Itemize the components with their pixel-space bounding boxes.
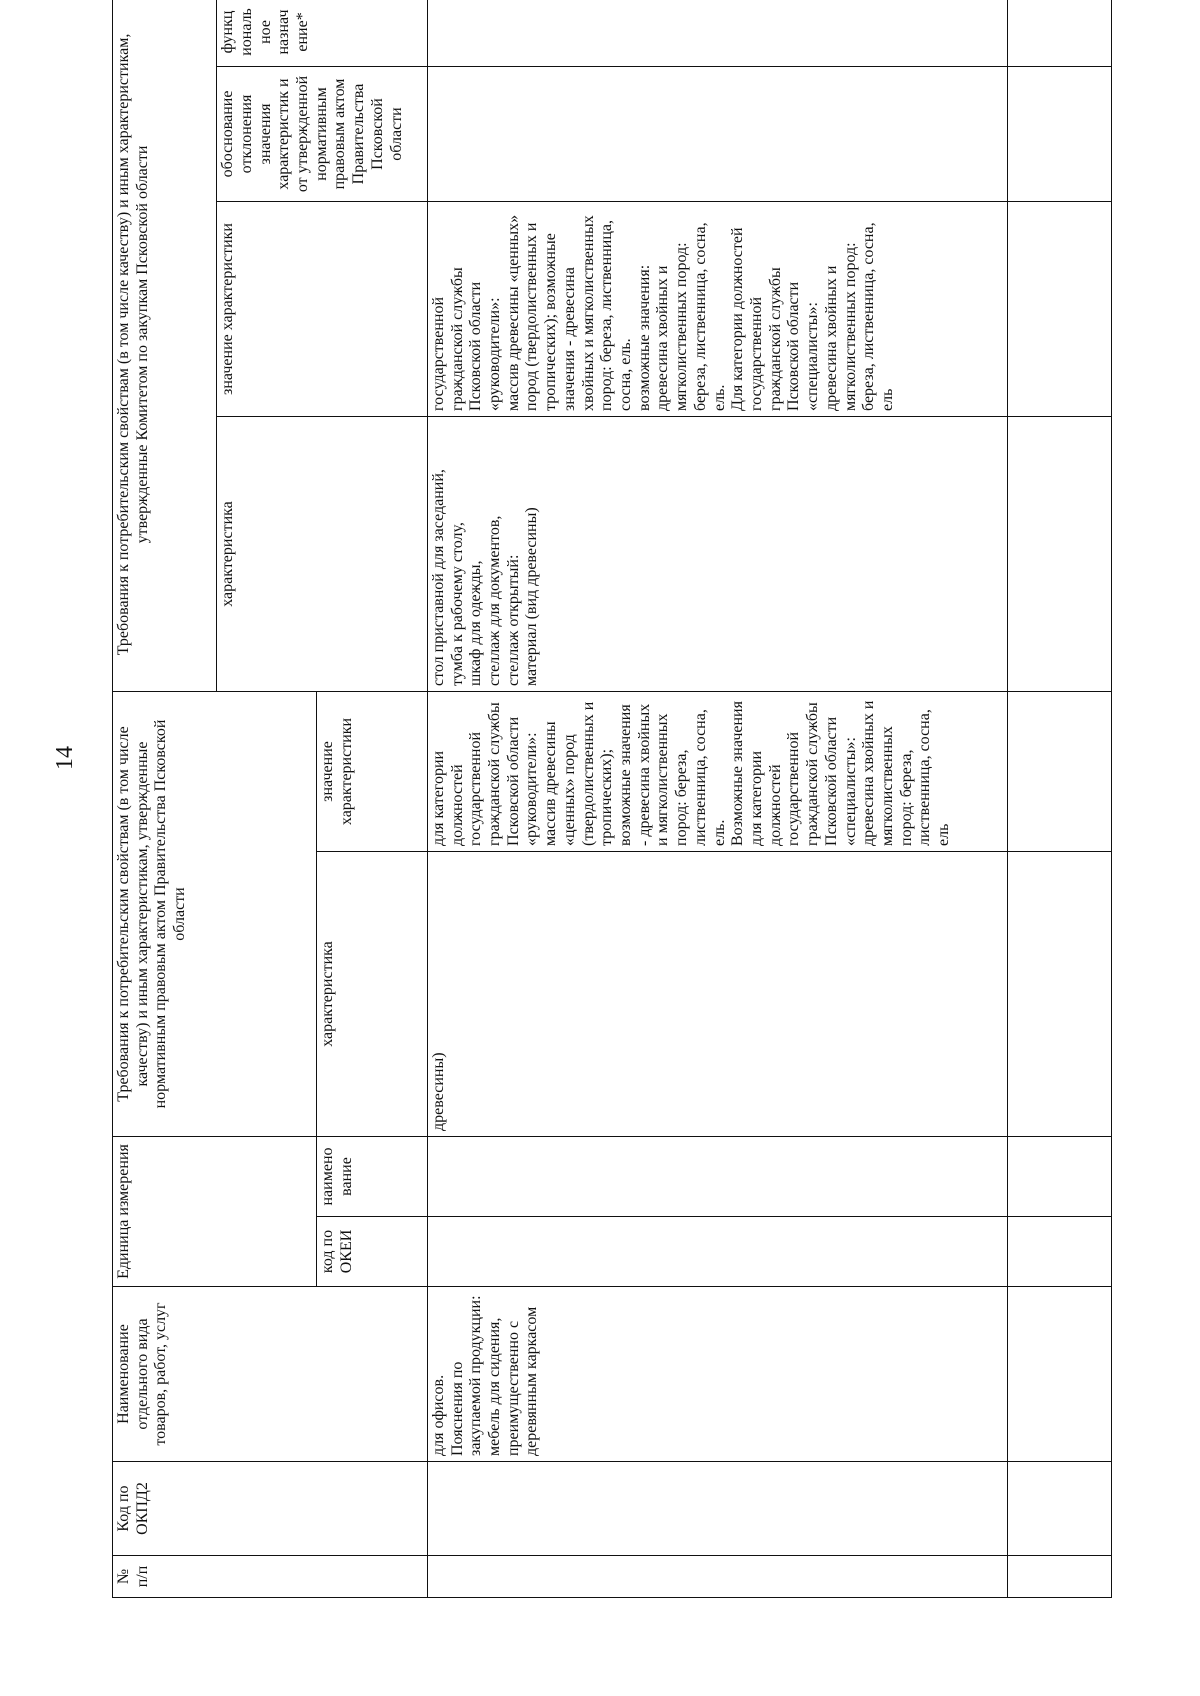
blank-cell	[1007, 1217, 1111, 1287]
header-unit-code: код по ОКЕИ	[316, 1217, 427, 1287]
header-committee-reason: обоснование отклонения значения характеристик и от утвержденной нормативным правовым актом Правительства Псковской области	[217, 66, 428, 201]
cell-gov-value: для категории должностей государственной гражданской службы Псковской области «руководители»: массив древесины «ценных» пород (твердолиственных и тропических); возможные значения - древесина хвойных и мягколиственных пород: береза, лиственница, сосна, ель. Возможные значения для категории должностей государственной гражданской службы Псковской области «специалисты»: древесина хвойных и мягколиственных пород: береза, лиственница, сосна, ель	[427, 691, 1007, 851]
cell-okpd2	[427, 1462, 1007, 1556]
header-unit-group: Единица измерения	[113, 1136, 317, 1286]
cell-num	[427, 1556, 1007, 1598]
blank-cell	[1007, 416, 1111, 691]
blank-cell	[1007, 1136, 1111, 1216]
cell-committee-value: государственной гражданской службы Псковской области «руководители»: массив древесины «ценных» пород (твердолиственных и тропических); возможные значения - древесина хвойных и мягколиственных пород: береза, лиственница, сосна, ель. возможные значения: древесина хвойных и мягколиственных пород: береза, лиственница, сосна, ель. Для категории должностей государственной гражданской службы Псковской области «специалисты»: древесина хвойных и мягколиственных пород: береза, лиственница, сосна, ель	[427, 201, 1007, 416]
header-unit-name: наимено вание	[316, 1136, 427, 1216]
header-gov-characteristic: характеристика	[316, 851, 427, 1136]
header-gov-value: значение характеристики	[316, 691, 427, 851]
cell-committee-reason	[427, 66, 1007, 201]
blank-cell	[1007, 1556, 1111, 1598]
page-number: 14	[52, 746, 78, 770]
header-row-1	[113, 0, 217, 1598]
header-committee-group: Требования к потребительским свойствам (в том числе качеству) и иным характеристикам, утвержденные Комитетом по закупкам Псковской области	[113, 0, 217, 691]
blank-cell	[1007, 201, 1111, 416]
header-committee-characteristic: характеристика	[217, 416, 428, 691]
header-name: Наименование отдельного вида товаров, работ, услуг	[113, 1287, 428, 1462]
requirements-table	[112, 0, 1112, 1598]
header-committee-purpose: функц иональ ное назнач ение*	[217, 0, 428, 66]
header-committee-value: значение характеристики	[217, 201, 428, 416]
blank-cell	[1007, 1462, 1111, 1556]
header-okpd2: Код по ОКПД2	[113, 1462, 428, 1556]
cell-committee-purpose	[427, 0, 1007, 66]
cell-gov-characteristic: древесины)	[427, 851, 1007, 1136]
cell-committee-characteristic: стол приставной для заседаний, тумба к рабочему столу, шкаф для одежды, стеллаж для документов, стеллаж открытый: материал (вид древесины)	[427, 416, 1007, 691]
rotated-table-wrapper	[112, 0, 1112, 1598]
cell-unit-name	[427, 1136, 1007, 1216]
blank-cell	[1007, 66, 1111, 201]
blank-cell	[1007, 0, 1111, 66]
cell-unit-code	[427, 1217, 1007, 1287]
table-row-blank	[1007, 0, 1111, 1598]
blank-cell	[1007, 851, 1111, 1136]
header-gov-group: Требования к потребительским свойствам (в том числе качеству) и иным характеристикам, утвержденные нормативным правовым актом Правительства Псковской области	[113, 691, 317, 1136]
blank-cell	[1007, 691, 1111, 851]
blank-cell	[1007, 1287, 1111, 1462]
cell-name: для офисов. Пояснения по закупаемой продукции: мебель для сидения, преимущественно с деревянным каркасом	[427, 1287, 1007, 1462]
table-row	[427, 0, 1007, 1598]
header-num: № п/п	[113, 1556, 428, 1598]
